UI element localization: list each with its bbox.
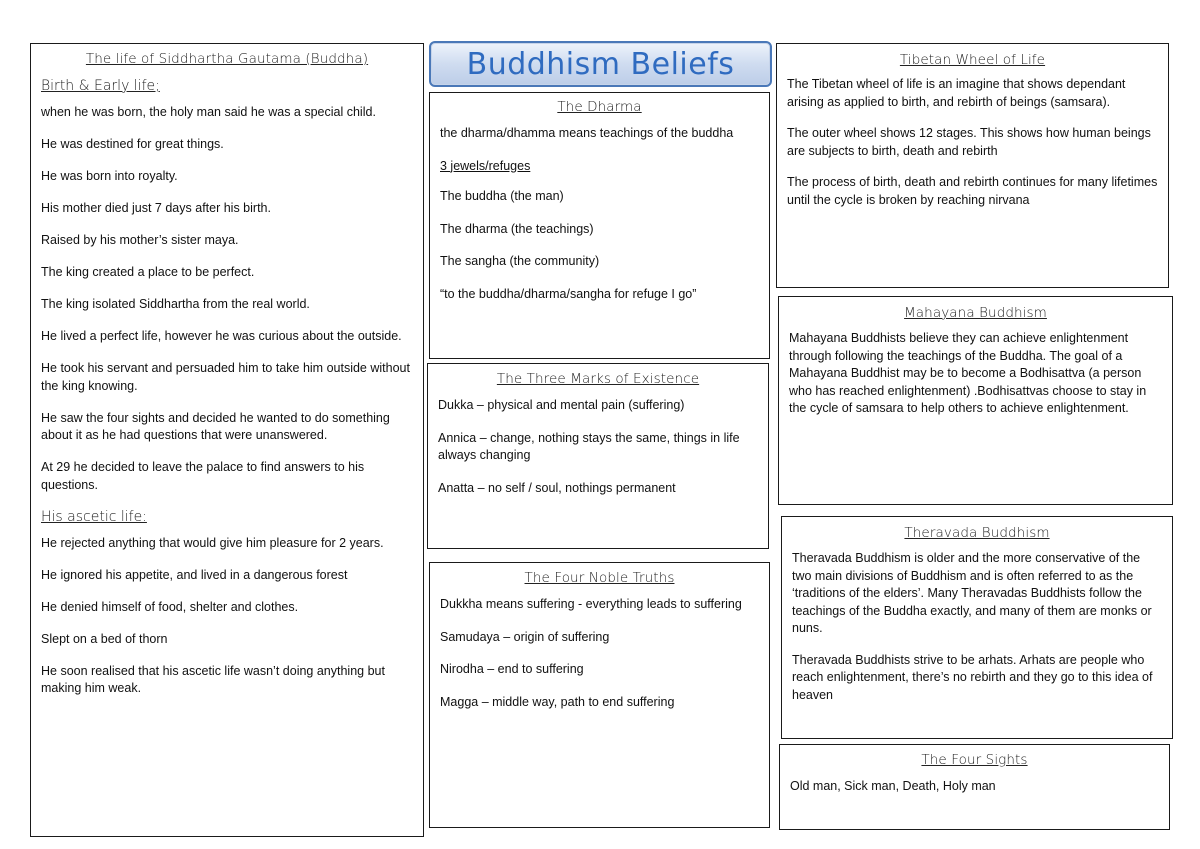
sights-title: The Four Sights [921,752,1028,768]
birth-item: He lived a perfect life, however he was curious about the outside. [41,329,402,343]
birth-item: At 29 he decided to leave the palace to find answers to his questions. [41,460,365,492]
page-title: Buddhism Beliefs [466,46,735,82]
marks-item: Dukka – physical and mental pain (suffering) [438,398,685,412]
life-of-siddhartha-box [30,43,424,837]
life-title: The life of Siddhartha Gautama (Buddha) [85,51,369,67]
four-noble-truths-box [429,562,770,828]
marks-item: Anatta – no self / soul, nothings permanent [438,480,676,495]
sights-text: Old man, Sick man, Death, Holy man [790,779,996,793]
birth-item: The king isolated Siddhartha from the real world. [41,297,310,311]
ascetic-item: He denied himself of food, shelter and clothes. [41,599,299,614]
four-sights-box [779,744,1170,830]
wheel-item: The outer wheel shows 12 stages. This shows how human beings are subjects to birth, death and rebirth [787,126,1151,158]
dharma-item: The dharma (the teachings) [440,221,594,236]
dharma-intro: the dharma/dhamma means teachings of the buddha [440,126,734,140]
ascetic-heading: His ascetic life: [41,508,147,525]
dharma-item: The sangha (the community) [440,254,600,268]
three-marks-box [427,363,769,549]
birth-item: when he was born, the holy man said he was a special child. [41,105,376,119]
dharma-item: “to the buddha/dharma/sangha for refuge I go” [440,286,697,301]
birth-item: Raised by his mother’s sister maya. [41,233,239,247]
truths-title: The Four Noble Truths [524,570,675,586]
mahayana-title: Mahayana Buddhism [904,305,1047,321]
birth-heading: Birth & Early life; [41,78,160,94]
marks-title: The Three Marks of Existence [496,371,700,387]
ascetic-item: He soon realised that his ascetic life wasn’t doing anything but making him weak. [41,663,385,695]
theravada-item: Theravada Buddhists strive to be arhats. Arhats are people who reach enlightenment, there’s no rebirth and they go to this idea of heaven [792,652,1153,702]
truths-item: Magga – middle way, path to end suffering [440,694,675,709]
theravada-box [781,516,1173,739]
birth-item: He was born into royalty. [41,169,178,183]
wheel-item: The Tibetan wheel of life is an imagine that shows dependant arising as applied to birth, and rebirth of beings (samsara). [787,77,1126,109]
theravada-title: Theravada Buddhism [904,525,1050,541]
truths-item: Dukkha means suffering - everything leads to suffering [440,597,742,611]
birth-item: He was destined for great things. [41,137,224,151]
dharma-box [429,92,770,359]
marks-item: Annica – change, nothing stays the same, things in life always changing [438,430,740,462]
dharma-title: The Dharma [557,99,642,115]
theravada-item: Theravada Buddhism is older and the more conservative of the two main divisions of Buddhism and is often referred to as the ‘traditions of the elders’. Many Theravadas Buddhists follow the teachings of the Buddha exactly, and many of them are monks or nuns. [792,551,1152,635]
title-banner [429,41,772,87]
mahayana-box [778,296,1173,505]
birth-item: The king created a place to be perfect. [41,265,255,279]
truths-item: Samudaya – origin of suffering [440,629,610,644]
ascetic-item: Slept on a bed of thorn [41,631,168,646]
ascetic-item: He rejected anything that would give him pleasure for 2 years. [41,535,384,550]
tibetan-wheel-box [776,43,1169,288]
birth-item: His mother died just 7 days after his birth. [41,201,271,215]
truths-item: Nirodha – end to suffering [440,662,584,676]
jewels-heading: 3 jewels/refuges [440,158,531,173]
ascetic-item: He ignored his appetite, and lived in a dangerous forest [41,567,348,582]
dharma-item: The buddha (the man) [440,189,564,203]
birth-item: He took his servant and persuaded him to take him outside without the king knowing. [41,361,410,393]
mahayana-text: Mahayana Buddhists believe they can achieve enlightenment through following the teachings of the Buddha. The goal of a Mahayana Buddhist may be to become a Bodhisattva (a person who has reached enlightenment) .Bodhisattvas choose to stay in the cycle of samsara to help others to achieve enlightenment. [789,331,1147,415]
wheel-item: The process of birth, death and rebirth continues for many lifetimes until the cycle is broken by reaching nirvana [787,175,1158,207]
wheel-title: Tibetan Wheel of Life [899,52,1046,68]
birth-item: He saw the four sights and decided he wanted to do something about it as he had questions that were unanswered. [41,410,390,442]
